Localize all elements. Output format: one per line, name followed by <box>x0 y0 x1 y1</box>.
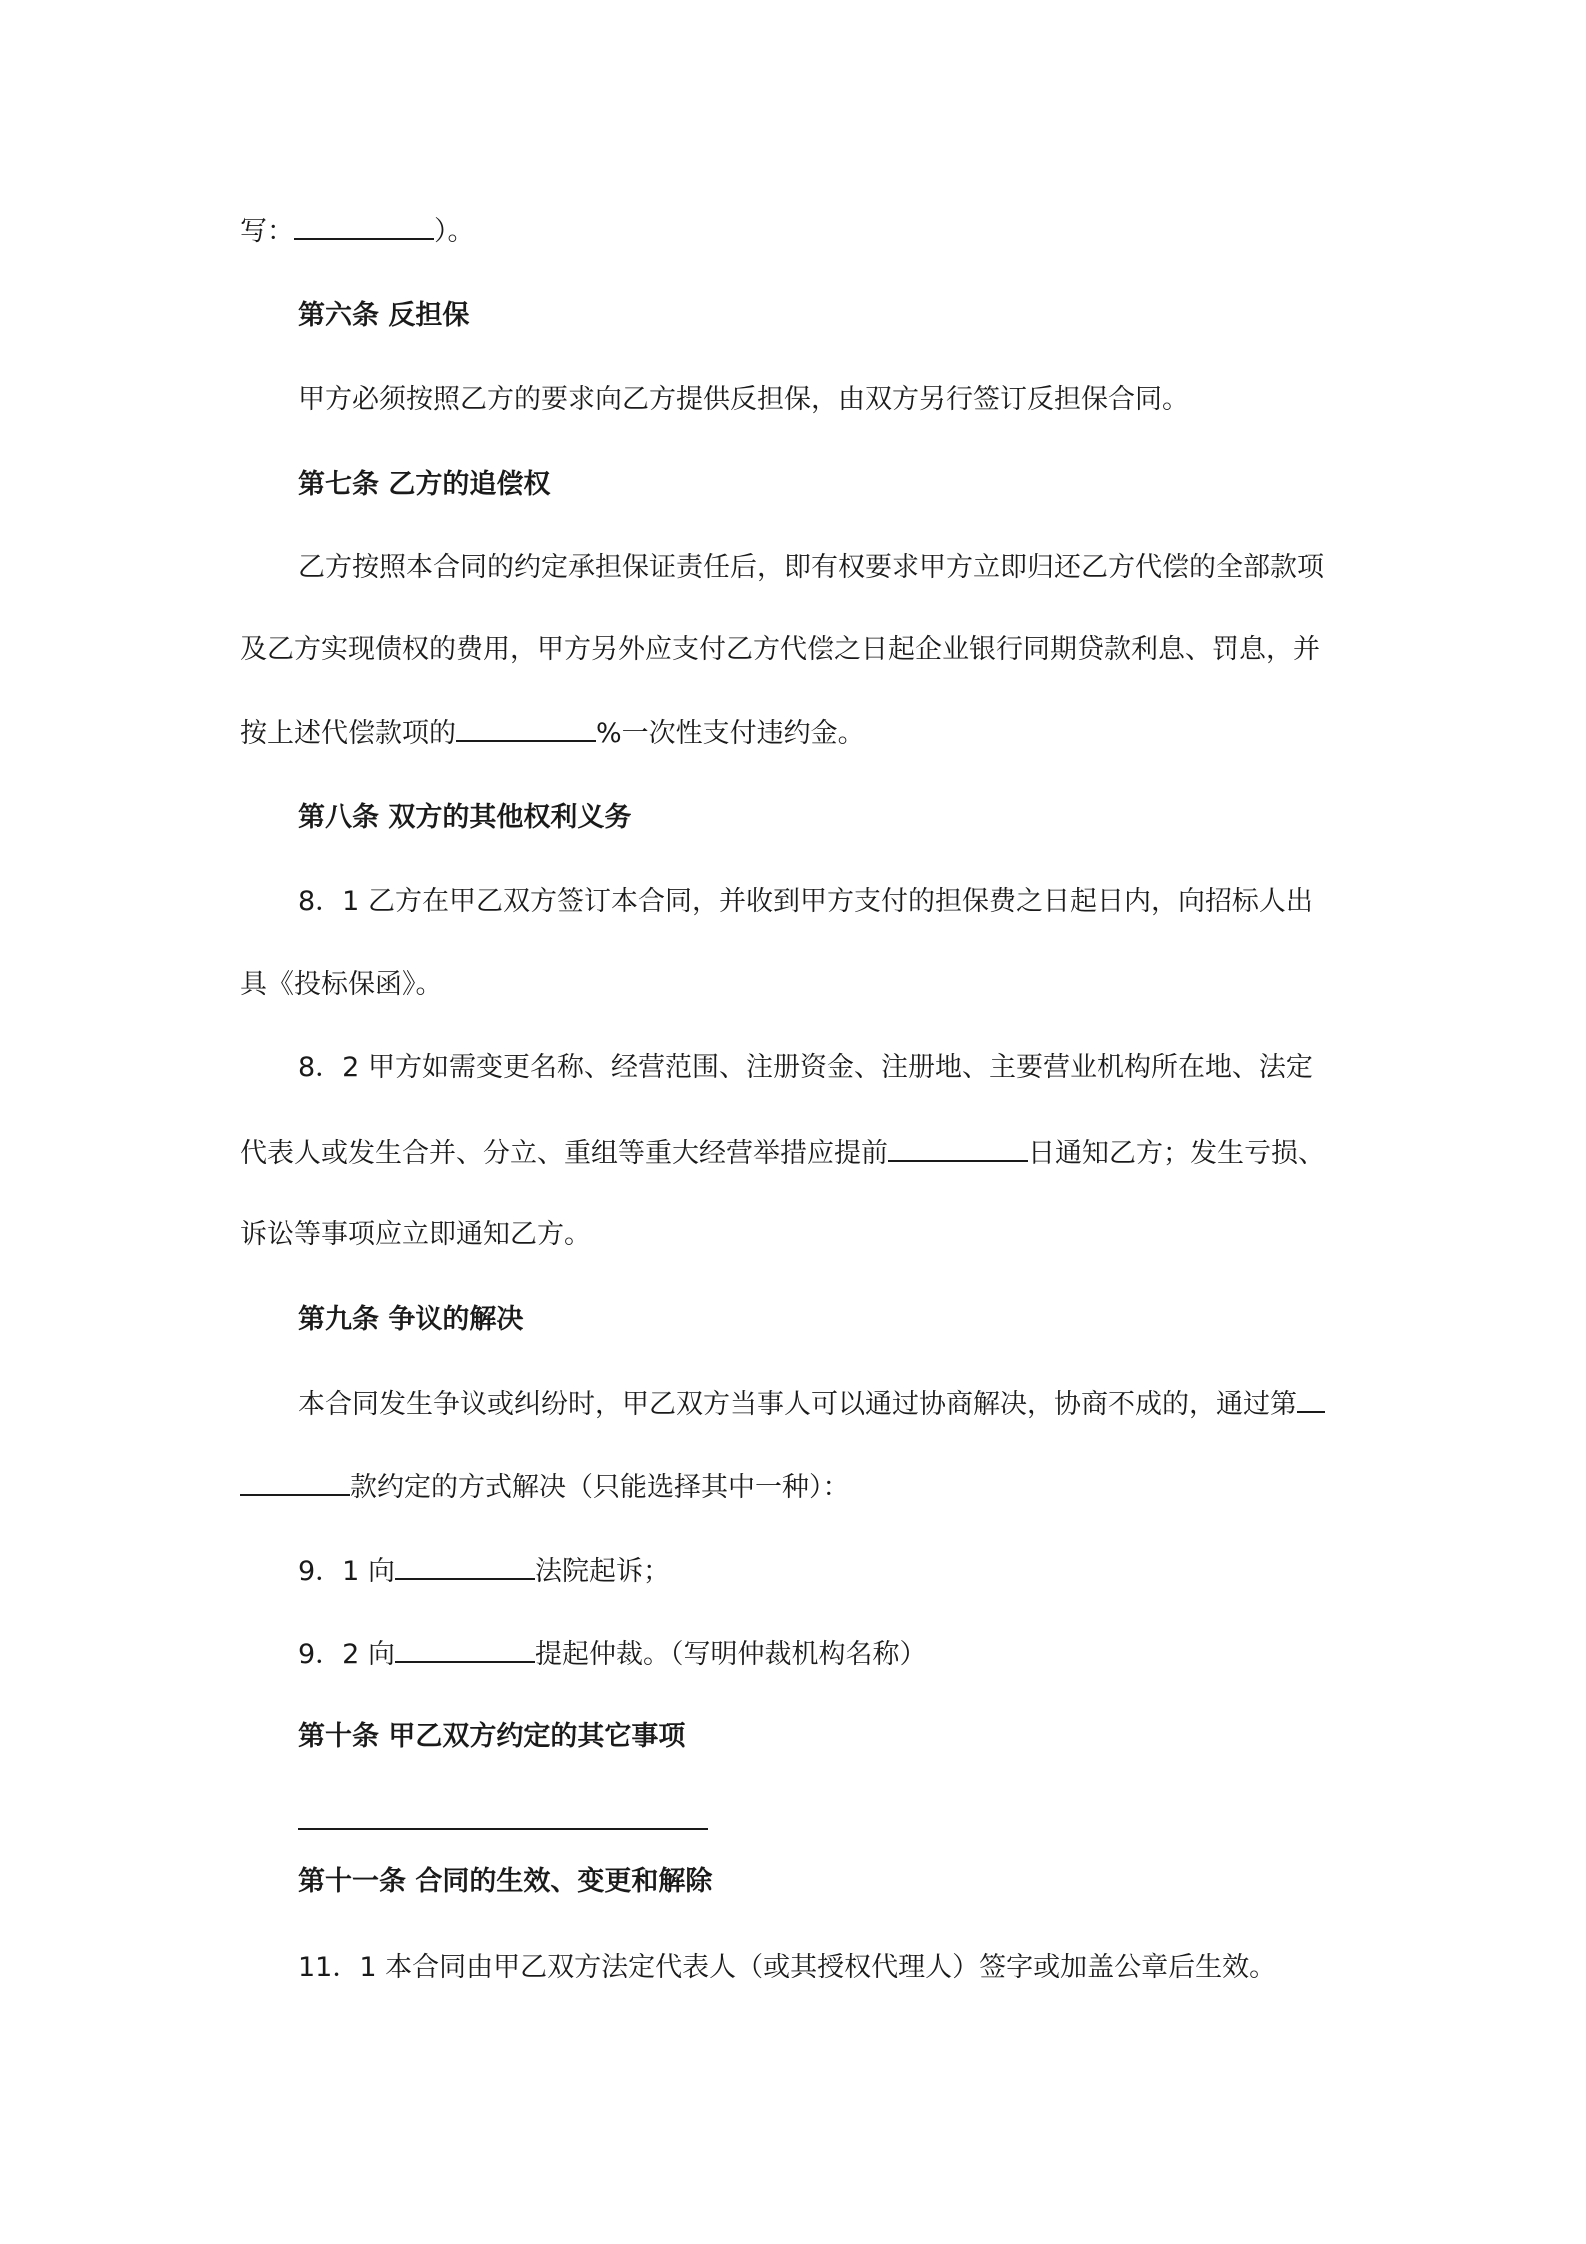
fill-in-blank[interactable] <box>888 1132 1028 1162</box>
text-segment: 代表人或发生合并、分立、重组等重大经营举措应提前 <box>240 1138 888 1169</box>
text-segment: ）。 <box>434 216 475 247</box>
text-segment: 提起仲裁。（写明仲裁机构名称） <box>534 1639 927 1670</box>
paragraph-line <box>298 1633 1356 1673</box>
article-7-heading: 第七条 乙方的追偿权 <box>298 469 551 500</box>
text-segment: %一次性支付违约金。 <box>596 718 865 749</box>
paragraph-line <box>240 712 1356 752</box>
fill-in-blank[interactable] <box>240 1466 350 1496</box>
paragraph-line: 及乙方实现债权的费用，甲方另外应支付乙方代偿之日起企业银行同期贷款利息、罚息，并 <box>240 634 1320 665</box>
paragraph-line: 8．1 乙方在甲乙双方签订本合同，并收到甲方支付的担保费之日起日内，向招标人出 <box>298 886 1313 917</box>
fill-in-blank[interactable] <box>294 210 434 240</box>
article-11-heading: 第十一条 合同的生效、变更和解除 <box>298 1866 713 1897</box>
fill-in-blank[interactable] <box>395 1550 535 1580</box>
fill-in-blank[interactable] <box>298 1800 708 1830</box>
paragraph-line <box>298 1800 1356 1840</box>
paragraph-line: 诉讼等事项应立即通知乙方。 <box>240 1219 591 1250</box>
text-segment: 写： <box>240 216 294 247</box>
article-8-heading: 第八条 双方的其他权利义务 <box>298 802 632 833</box>
text-segment: 9．1 向 <box>298 1556 395 1587</box>
text-segment: 法院起诉； <box>534 1556 670 1587</box>
paragraph-line: 11．1 本合同由甲乙双方法定代表人（或其授权代理人）签字或加盖公章后生效。 <box>298 1952 1277 1983</box>
fill-in-blank[interactable] <box>1297 1383 1325 1413</box>
paragraph-line <box>240 1132 1356 1172</box>
fill-in-blank[interactable] <box>456 712 596 742</box>
text-segment: 款约定的方式解决（只能选择其中一种）： <box>350 1472 850 1503</box>
paragraph-line <box>240 1466 1356 1506</box>
article-6-heading: 第六条 反担保 <box>298 300 470 331</box>
text-segment: 本合同发生争议或纠纷时，甲乙双方当事人可以通过协商解决，协商不成的，通过第 <box>298 1389 1297 1420</box>
text-segment: 按上述代偿款项的 <box>240 718 456 749</box>
paragraph-line: 8．2 甲方如需变更名称、经营范围、注册资金、注册地、主要营业机构所在地、法定 <box>298 1052 1313 1083</box>
paragraph-line <box>298 1550 1356 1590</box>
text-segment: 日通知乙方；发生亏损、 <box>1028 1138 1325 1169</box>
paragraph-line: 甲方必须按照乙方的要求向乙方提供反担保，由双方另行签订反担保合同。 <box>298 384 1189 415</box>
paragraph-line: 乙方按照本合同的约定承担保证责任后，即有权要求甲方立即归还乙方代偿的全部款项 <box>298 552 1324 583</box>
article-10-heading: 第十条 甲乙双方约定的其它事项 <box>298 1721 686 1752</box>
text-segment: 9．2 向 <box>298 1639 395 1670</box>
text-line <box>240 210 1356 250</box>
article-9-heading: 第九条 争议的解决 <box>298 1304 524 1335</box>
paragraph-line <box>298 1383 1356 1423</box>
fill-in-blank[interactable] <box>395 1633 535 1663</box>
paragraph-line: 具《投标保函》。 <box>240 969 443 1000</box>
